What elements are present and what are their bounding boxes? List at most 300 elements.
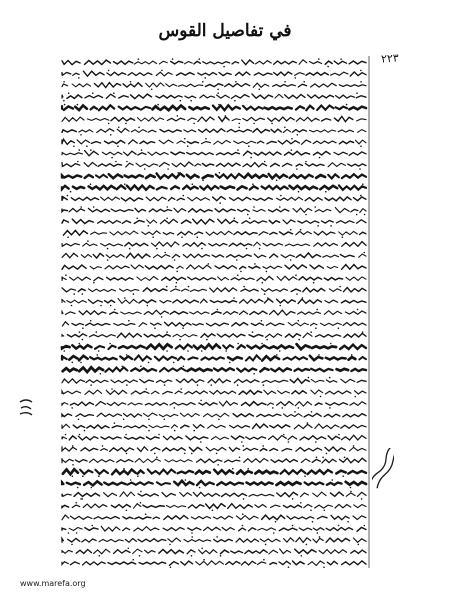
word-stroke — [173, 334, 197, 337]
word-stroke — [134, 220, 144, 223]
diacritic-dot — [90, 183, 92, 185]
diacritic-dot — [325, 191, 327, 193]
diacritic-dot — [295, 274, 297, 276]
diacritic-dot — [141, 149, 143, 151]
word-stroke — [188, 197, 210, 200]
word-stroke — [148, 469, 175, 474]
word-stroke — [234, 379, 259, 382]
word-stroke — [204, 527, 221, 530]
word-stroke — [119, 346, 145, 348]
word-stroke — [328, 163, 345, 167]
word-stroke — [253, 129, 270, 133]
word-stroke — [210, 301, 236, 303]
word-stroke — [163, 436, 182, 440]
word-stroke — [99, 539, 123, 541]
word-stroke — [193, 492, 219, 496]
word-stroke — [85, 528, 98, 531]
word-stroke — [91, 107, 97, 110]
word-stroke — [198, 73, 217, 76]
diacritic-dot — [273, 532, 275, 534]
word-stroke — [214, 140, 231, 144]
diacritic-dot — [356, 92, 358, 94]
word-stroke — [256, 61, 272, 64]
diacritic-dot — [110, 134, 112, 136]
diacritic-dot — [63, 100, 65, 102]
word-stroke — [339, 231, 358, 235]
diacritic-dot — [157, 104, 159, 106]
word-stroke — [119, 289, 138, 291]
diacritic-dot — [330, 343, 332, 345]
diacritic-dot — [364, 214, 366, 216]
word-stroke — [201, 334, 215, 338]
word-stroke — [224, 460, 240, 462]
diacritic-dot — [139, 555, 141, 557]
word-stroke — [166, 84, 177, 87]
diacritic-dot — [353, 445, 355, 447]
word-stroke — [237, 369, 256, 372]
diacritic-dot — [123, 419, 125, 421]
word-stroke — [317, 516, 327, 519]
word-stroke — [172, 255, 180, 258]
diacritic-dot — [324, 510, 326, 512]
word-stroke — [149, 425, 169, 428]
word-stroke — [218, 277, 229, 281]
text-line — [62, 240, 366, 249]
word-stroke — [208, 379, 230, 383]
diacritic-dot — [68, 92, 70, 94]
word-stroke — [236, 538, 259, 542]
word-stroke — [138, 539, 166, 542]
word-stroke — [348, 164, 366, 166]
diacritic-dot — [111, 388, 113, 390]
word-stroke — [214, 368, 234, 371]
word-stroke — [271, 129, 281, 132]
word-stroke — [298, 221, 319, 224]
diacritic-dot — [310, 510, 312, 512]
word-stroke — [325, 300, 338, 303]
diacritic-dot — [161, 316, 163, 318]
diacritic-dot — [243, 498, 245, 500]
word-stroke — [62, 447, 77, 452]
word-stroke — [351, 550, 366, 553]
diacritic-dot — [327, 66, 329, 68]
word-stroke — [190, 311, 209, 314]
diacritic-dot — [300, 502, 302, 504]
text-line — [62, 331, 366, 340]
word-stroke — [297, 344, 310, 349]
diacritic-dot — [229, 362, 231, 364]
word-stroke — [346, 277, 366, 281]
diacritic-dot — [351, 354, 353, 356]
word-stroke — [135, 517, 151, 519]
diacritic-dot — [82, 475, 84, 477]
diacritic-dot — [121, 366, 123, 368]
word-stroke — [316, 335, 341, 338]
word-stroke — [107, 72, 126, 75]
word-stroke — [216, 174, 243, 178]
word-stroke — [69, 436, 76, 440]
word-stroke — [191, 517, 210, 520]
word-stroke — [203, 413, 229, 417]
diacritic-dot — [90, 149, 92, 151]
word-stroke — [199, 550, 217, 554]
diacritic-dot — [253, 373, 255, 375]
diacritic-dot — [272, 407, 274, 409]
diacritic-dot — [316, 457, 318, 459]
text-line — [62, 138, 366, 147]
word-stroke — [263, 243, 283, 246]
word-stroke — [187, 265, 212, 269]
word-stroke — [62, 322, 68, 326]
word-stroke — [62, 391, 81, 394]
word-stroke — [63, 368, 77, 371]
diacritic-dot — [261, 343, 263, 345]
word-stroke — [81, 448, 98, 451]
word-stroke — [271, 459, 297, 462]
diacritic-dot — [110, 305, 112, 307]
diacritic-dot — [65, 434, 67, 436]
word-stroke — [86, 323, 110, 325]
word-stroke — [249, 266, 260, 268]
word-stroke — [313, 492, 326, 497]
word-stroke — [69, 209, 84, 212]
word-stroke — [62, 175, 81, 177]
word-stroke — [188, 528, 201, 531]
word-stroke — [155, 357, 176, 361]
word-stroke — [62, 458, 73, 463]
diacritic-dot — [64, 104, 66, 106]
word-stroke — [215, 209, 235, 212]
word-stroke — [328, 436, 340, 440]
diacritic-dot — [303, 81, 305, 83]
word-stroke — [65, 312, 75, 315]
word-stroke — [73, 73, 79, 75]
word-stroke — [349, 357, 356, 360]
word-stroke — [254, 242, 261, 246]
word-stroke — [245, 550, 267, 554]
word-stroke — [269, 550, 278, 554]
diacritic-dot — [290, 259, 292, 261]
diacritic-dot — [184, 138, 186, 140]
word-stroke — [200, 186, 218, 190]
word-stroke — [167, 505, 186, 507]
word-stroke — [114, 61, 133, 64]
text-line — [63, 229, 366, 238]
word-stroke — [173, 300, 199, 303]
word-stroke — [168, 538, 181, 542]
word-stroke — [242, 221, 267, 224]
word-stroke — [123, 83, 142, 87]
word-stroke — [274, 61, 297, 64]
word-stroke — [221, 187, 234, 189]
word-stroke — [212, 312, 221, 315]
word-stroke — [131, 391, 149, 394]
word-stroke — [84, 481, 102, 485]
word-stroke — [304, 414, 321, 418]
word-stroke — [285, 151, 310, 155]
diacritic-dot — [107, 248, 109, 250]
diacritic-dot — [154, 327, 156, 329]
word-stroke — [217, 334, 245, 337]
word-stroke — [106, 390, 127, 394]
word-stroke — [281, 255, 294, 258]
diacritic-dot — [208, 263, 210, 265]
word-stroke — [270, 254, 278, 258]
word-stroke — [240, 299, 263, 303]
word-stroke — [331, 72, 349, 75]
diacritic-dot — [113, 92, 115, 94]
word-stroke — [308, 95, 334, 99]
word-stroke — [197, 459, 222, 463]
diacritic-dot — [177, 172, 179, 174]
word-stroke — [346, 493, 355, 496]
diacritic-dot — [319, 536, 321, 538]
word-stroke — [206, 447, 226, 451]
word-stroke — [146, 175, 155, 178]
diacritic-dot — [193, 430, 195, 432]
word-stroke — [323, 255, 339, 257]
word-stroke — [302, 140, 311, 144]
diacritic-dot — [123, 468, 125, 470]
diacritic-dot — [279, 305, 281, 307]
diacritic-dot — [77, 161, 79, 163]
diacritic-dot — [288, 566, 290, 568]
word-stroke — [159, 414, 178, 416]
word-stroke — [295, 549, 316, 554]
word-stroke — [282, 449, 292, 451]
word-stroke — [94, 83, 120, 88]
diacritic-dot — [117, 145, 119, 147]
diacritic-dot — [177, 115, 179, 117]
word-stroke — [62, 528, 66, 530]
word-stroke — [343, 414, 366, 417]
word-stroke — [180, 413, 199, 417]
diacritic-dot — [344, 457, 346, 459]
word-stroke — [62, 311, 63, 314]
word-stroke — [156, 380, 171, 382]
word-stroke — [326, 357, 346, 359]
text-line — [62, 320, 366, 329]
word-stroke — [131, 265, 143, 269]
diacritic-dot — [108, 123, 110, 125]
word-stroke — [85, 175, 93, 178]
diacritic-dot — [242, 513, 244, 515]
word-stroke — [131, 368, 156, 371]
word-stroke — [260, 368, 268, 371]
text-line — [62, 411, 366, 420]
diacritic-dot — [180, 388, 182, 390]
diacritic-dot — [262, 445, 264, 447]
word-stroke — [298, 299, 321, 303]
word-stroke — [231, 278, 254, 280]
word-stroke — [285, 244, 309, 246]
diacritic-dot — [243, 286, 245, 288]
word-stroke — [74, 493, 100, 497]
word-stroke — [326, 527, 352, 530]
word-stroke — [314, 231, 335, 235]
diacritic-dot — [148, 430, 150, 432]
word-stroke — [127, 186, 154, 190]
word-stroke — [177, 198, 184, 200]
word-stroke — [193, 219, 214, 224]
word-stroke — [104, 140, 124, 143]
word-stroke — [260, 539, 280, 542]
text-line — [62, 491, 366, 500]
text-line — [62, 218, 366, 227]
word-stroke — [151, 391, 159, 394]
word-stroke — [174, 208, 186, 212]
diacritic-dot — [276, 354, 278, 356]
word-stroke — [239, 528, 246, 531]
diacritic-dot — [250, 157, 252, 159]
diacritic-dot — [80, 206, 82, 208]
word-stroke — [303, 333, 312, 338]
diacritic-dot — [300, 229, 302, 231]
word-stroke — [311, 390, 323, 394]
diacritic-dot — [218, 104, 220, 106]
word-stroke — [200, 299, 207, 303]
word-stroke — [96, 402, 106, 406]
word-stroke — [215, 266, 237, 269]
word-stroke — [321, 221, 333, 224]
word-stroke — [146, 437, 159, 440]
diacritic-dot — [318, 58, 320, 60]
diacritic-dot — [360, 70, 362, 72]
word-stroke — [238, 186, 247, 189]
word-stroke — [348, 471, 366, 474]
word-stroke — [290, 175, 313, 178]
word-stroke — [106, 94, 115, 98]
word-stroke — [310, 265, 324, 269]
word-stroke — [62, 139, 75, 144]
diacritic-dot — [84, 430, 86, 432]
word-stroke — [85, 95, 103, 98]
word-stroke — [160, 106, 185, 111]
word-stroke — [249, 528, 256, 531]
word-stroke — [171, 425, 177, 428]
diacritic-dot — [125, 434, 127, 436]
word-stroke — [264, 390, 276, 394]
word-stroke — [206, 323, 228, 326]
word-stroke — [210, 288, 237, 292]
word-stroke — [312, 346, 336, 348]
word-stroke — [231, 551, 243, 553]
diacritic-dot — [170, 566, 172, 568]
word-stroke — [62, 265, 86, 269]
diacritic-dot — [253, 123, 255, 125]
diacritic-dot — [167, 168, 169, 170]
word-stroke — [171, 289, 180, 291]
word-stroke — [124, 151, 137, 155]
diacritic-dot — [71, 305, 73, 307]
word-stroke — [162, 493, 175, 497]
word-stroke — [315, 403, 322, 405]
word-stroke — [262, 356, 279, 360]
diacritic-dot — [247, 468, 249, 470]
word-stroke — [239, 390, 262, 394]
word-stroke — [114, 550, 131, 554]
word-stroke — [223, 345, 233, 349]
word-stroke — [277, 492, 298, 496]
word-stroke — [62, 424, 70, 428]
word-stroke — [67, 95, 82, 99]
text-line — [62, 92, 366, 101]
word-stroke — [110, 448, 134, 452]
word-stroke — [257, 141, 264, 143]
word-stroke — [94, 517, 119, 519]
diacritic-dot — [205, 138, 207, 140]
word-stroke — [124, 414, 142, 418]
word-stroke — [270, 449, 278, 451]
diacritic-dot — [319, 157, 321, 159]
word-stroke — [157, 187, 167, 190]
word-stroke — [242, 402, 266, 406]
diacritic-dot — [166, 331, 168, 333]
word-stroke — [147, 220, 157, 224]
word-stroke — [308, 470, 333, 474]
word-stroke — [265, 107, 292, 109]
word-stroke — [78, 289, 85, 292]
diacritic-dot — [339, 286, 341, 288]
word-stroke — [169, 562, 178, 566]
word-stroke — [325, 391, 351, 394]
word-stroke — [327, 561, 337, 565]
diacritic-dot — [305, 214, 307, 216]
diacritic-dot — [236, 259, 238, 261]
word-stroke — [214, 539, 233, 542]
diacritic-dot — [137, 475, 139, 477]
diacritic-dot — [64, 350, 66, 352]
word-stroke — [131, 94, 152, 99]
word-stroke — [62, 494, 71, 497]
diacritic-dot — [145, 388, 147, 390]
word-stroke — [162, 277, 186, 280]
diacritic-dot — [253, 206, 255, 208]
word-stroke — [269, 220, 279, 223]
word-stroke — [228, 504, 253, 509]
word-stroke — [137, 447, 147, 452]
diacritic-dot — [346, 104, 348, 106]
diacritic-dot — [173, 362, 175, 364]
text-line — [63, 366, 366, 375]
diacritic-dot — [86, 145, 88, 147]
main-text-lines — [58, 56, 370, 568]
diacritic-dot — [225, 115, 227, 117]
word-stroke — [98, 164, 122, 167]
word-stroke — [135, 459, 161, 463]
diacritic-dot — [206, 339, 208, 341]
diacritic-dot — [239, 457, 241, 459]
word-stroke — [336, 471, 345, 474]
margin-note-right — [372, 448, 394, 496]
diacritic-dot — [290, 229, 292, 231]
word-stroke — [206, 231, 232, 235]
word-stroke — [262, 380, 288, 382]
diacritic-dot — [357, 309, 359, 311]
word-stroke — [219, 401, 237, 406]
word-stroke — [341, 300, 366, 303]
word-stroke — [239, 311, 247, 315]
word-stroke — [64, 106, 73, 110]
word-stroke — [72, 323, 84, 325]
word-stroke — [325, 61, 332, 64]
diacritic-dot — [329, 377, 331, 379]
diacritic-dot — [360, 145, 362, 147]
diacritic-dot — [219, 172, 221, 174]
word-stroke — [357, 380, 366, 382]
diacritic-dot — [148, 225, 150, 227]
word-stroke — [280, 232, 293, 235]
